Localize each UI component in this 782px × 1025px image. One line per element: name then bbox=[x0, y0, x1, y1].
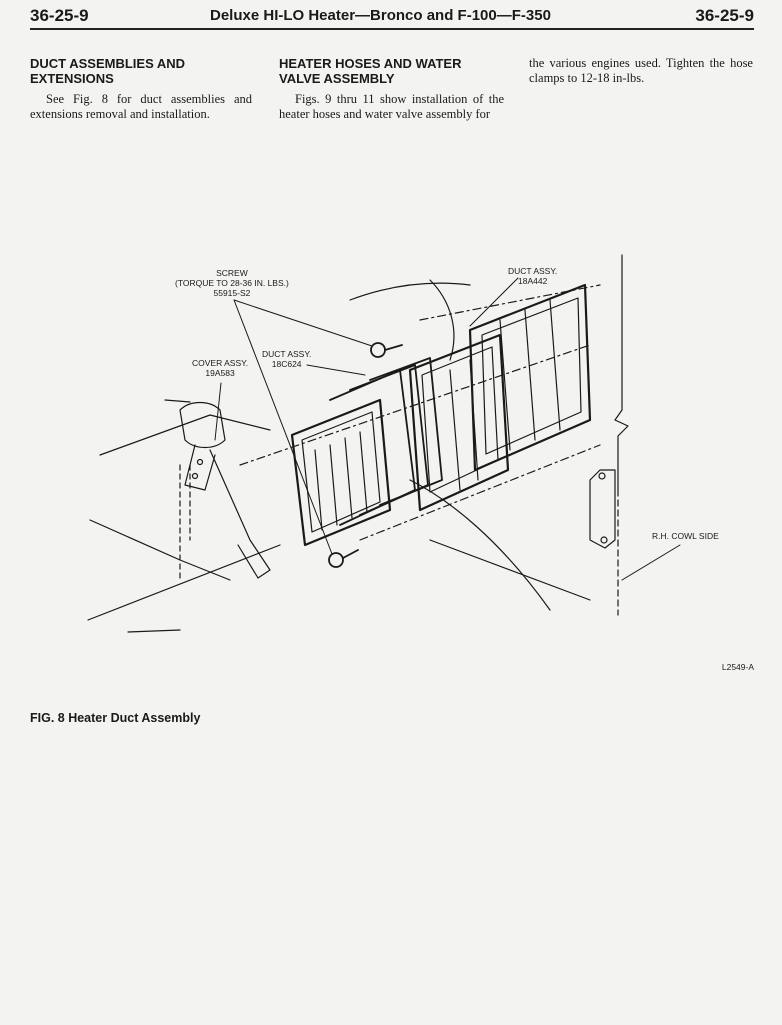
cowl-side-label: R.H. COWL SIDE bbox=[652, 531, 719, 541]
screw-torque-label: (TORQUE TO 28-36 IN. LBS.) bbox=[175, 278, 289, 288]
duct-assy-part-number: 18C624 bbox=[271, 359, 302, 369]
section-heading-heater-hoses: HEATER HOSES AND WATER VALVE ASSEMBLY bbox=[279, 56, 462, 86]
duct-assy-label: DUCT ASSY. bbox=[262, 349, 312, 359]
section-heading-duct-assemblies: DUCT ASSEMBLIES AND EXTENSIONS bbox=[30, 56, 186, 86]
page-number-left: 36-25-9 bbox=[30, 6, 89, 25]
screw-callout bbox=[175, 268, 289, 298]
heater-duct-illustration bbox=[30, 240, 760, 680]
duct-assy-18c624-callout bbox=[262, 349, 311, 369]
page-title: Deluxe HI-LO Heater—Bronco and F-100—F-350 bbox=[210, 7, 551, 24]
cover-assy-part-number: 19A583 bbox=[205, 368, 235, 378]
heater-duct-figure bbox=[30, 240, 760, 680]
section-body-heater-hoses: Figs. 9 thru 11 show installation of the heater hoses and water valve assembly for bbox=[279, 92, 504, 121]
cowl-side-callout bbox=[652, 531, 719, 541]
cover-assy-label: COVER ASSY. bbox=[192, 358, 249, 368]
cover-assy-callout bbox=[192, 358, 248, 378]
column-1 bbox=[30, 56, 252, 122]
section-body-duct-assemblies: See Fig. 8 for duct assemblies and extensions removal and installation. bbox=[30, 92, 252, 121]
figure-code: L2549-A bbox=[721, 662, 754, 672]
figure-caption: FIG. 8 Heater Duct Assembly bbox=[30, 711, 201, 725]
column-3 bbox=[529, 56, 753, 86]
screw-part-number: 55915-S2 bbox=[213, 288, 251, 298]
page-header bbox=[30, 4, 754, 30]
screw-label: SCREW bbox=[216, 268, 248, 278]
duct-assy-18a442-callout bbox=[508, 266, 557, 286]
page-number-right: 36-25-9 bbox=[695, 6, 754, 25]
section-body-continued: the various engines used. Tighten the hose clamps to 12-18 in-lbs. bbox=[529, 56, 753, 85]
duct-assy-part-number: 18A442 bbox=[517, 276, 548, 286]
column-2 bbox=[279, 56, 504, 122]
duct-assy-label: DUCT ASSY. bbox=[508, 266, 558, 276]
